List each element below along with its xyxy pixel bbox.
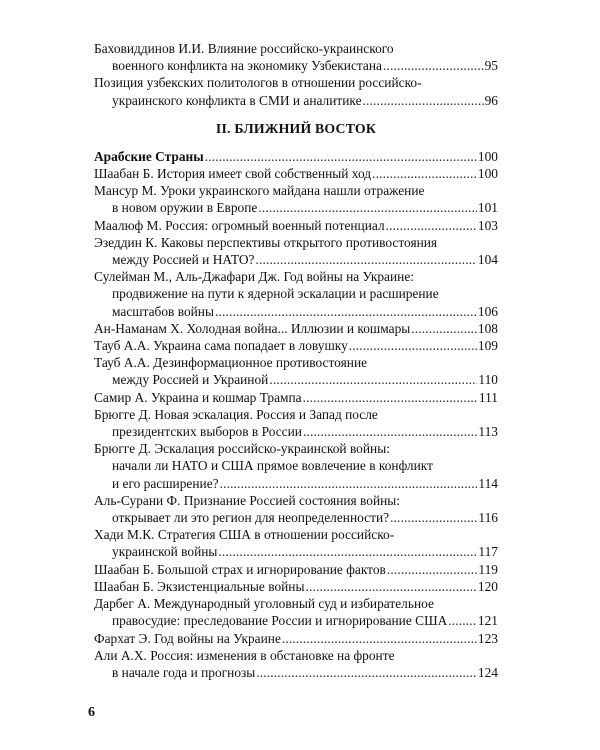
toc-entry-text: Хади М.К. Стратегия США в отношении российско- <box>94 527 395 543</box>
dot-leader <box>303 423 477 440</box>
toc-entry <box>94 165 498 182</box>
toc-entry <box>94 74 498 108</box>
toc-page-number: 123 <box>477 630 498 646</box>
toc-entry-line <box>94 647 498 664</box>
toc-entry-text: президентских выборов в России <box>112 424 302 440</box>
toc-entry-line <box>94 92 498 109</box>
toc-entry-text: военного конфликта на экономику Узбекистана <box>112 58 382 74</box>
toc-entry-text: открывает ли это регион для неопределенности? <box>112 510 390 526</box>
dot-leader <box>256 664 477 681</box>
toc-entry <box>94 647 498 681</box>
toc-entry-line <box>94 303 498 320</box>
toc-entry-text: Фархат Э. Год войны на Украине <box>94 630 281 646</box>
toc-page-number: 111 <box>478 389 498 405</box>
toc-entry <box>94 578 498 595</box>
toc-entry <box>94 320 498 337</box>
toc-list-top <box>94 40 498 109</box>
dot-leader <box>255 251 476 268</box>
toc-entry-line <box>94 526 498 543</box>
toc-entry-line <box>94 337 498 354</box>
toc-entry <box>94 217 498 234</box>
toc-entry-line <box>94 199 498 216</box>
toc-entry-text: начали ли НАТО и США прямое вовлечение в конфликт <box>112 458 433 474</box>
toc-entry <box>94 595 498 629</box>
dot-leader <box>411 320 477 337</box>
toc-entry-line <box>94 561 498 578</box>
toc-entry-line <box>94 664 498 681</box>
toc-page-number: 106 <box>477 303 498 319</box>
toc-entry <box>94 389 498 406</box>
toc-entry-line <box>94 630 498 647</box>
toc-entry-text: Ан-Наманам Х. Холодная война... Иллюзии и кошмары <box>94 320 411 336</box>
toc-entry-text: Дарбег А. Международный уголовный суд и избирательное <box>94 596 434 612</box>
toc-entry-text: между Россией и Украиной <box>112 372 269 388</box>
dot-leader <box>387 561 478 578</box>
dot-leader <box>349 337 477 354</box>
dot-leader <box>390 509 477 526</box>
toc-entry-line <box>94 406 498 423</box>
toc-entry-text: в начале года и прогнозы <box>112 664 256 680</box>
toc-entry-text: Али А.Х. Россия: изменения в обстановке на фронте <box>94 647 395 663</box>
toc-entry-line <box>94 217 498 234</box>
toc-entry-line <box>94 578 498 595</box>
toc-entry-text: Эзеддин К. Каковы перспективы открытого противостояния <box>94 234 438 250</box>
toc-entry-text: Позиция узбекских политологов в отношении российско- <box>94 75 422 91</box>
toc-entry-text: Шаабан Б. История имеет свой собственный ход <box>94 166 372 182</box>
toc-page-number: 103 <box>477 217 498 233</box>
toc-entry-line <box>94 74 498 91</box>
toc-entry-line <box>94 457 498 474</box>
toc-entry <box>94 337 498 354</box>
toc-entry-line <box>94 543 498 560</box>
dot-leader <box>282 630 477 647</box>
dot-leader <box>363 92 484 109</box>
toc-entry-text: правосудие: преследование России и игнорирование США <box>112 613 448 629</box>
toc-entry-line <box>94 148 498 165</box>
toc-entry-line <box>94 320 498 337</box>
toc-page-number: 113 <box>478 424 498 440</box>
toc-entry-line <box>94 268 498 285</box>
dot-leader <box>220 475 478 492</box>
toc-page-number: 108 <box>477 320 498 336</box>
toc-entry-text: в новом оружии в Европе <box>112 200 258 216</box>
toc-entry-line <box>94 492 498 509</box>
toc-entry-text: Шаабан Б. Большой страх и игнорирование фактов <box>94 561 386 577</box>
toc-entry <box>94 406 498 440</box>
toc-page-number: 119 <box>478 561 498 577</box>
dot-leader <box>218 543 477 560</box>
toc-entry-text: Маалюф М. Россия: огромный военный потенциал <box>94 217 385 233</box>
toc-entry <box>94 526 498 560</box>
table-of-contents-page <box>94 40 498 681</box>
toc-page-number: 114 <box>478 475 498 491</box>
toc-entry-text: и его расширение? <box>112 475 219 491</box>
toc-entry-line <box>94 354 498 371</box>
dot-leader <box>205 148 477 165</box>
toc-page-number: 104 <box>477 252 498 268</box>
toc-page-number: 101 <box>477 200 498 216</box>
toc-page-number: 95 <box>484 58 498 74</box>
toc-entry-line <box>94 165 498 182</box>
toc-page-number: 121 <box>477 613 498 629</box>
dot-leader <box>215 303 477 320</box>
toc-entry-text: Шаабан Б. Экзистенциальные войны <box>94 578 305 594</box>
dot-leader <box>372 165 477 182</box>
toc-entry-text: Тауб А.А. Дезинформационное противостояние <box>94 355 368 371</box>
dot-leader <box>448 612 477 629</box>
toc-entry <box>94 440 498 492</box>
toc-entry-line <box>94 371 498 388</box>
page-number: 6 <box>88 705 95 720</box>
toc-page-number: 100 <box>477 166 498 182</box>
toc-entry <box>94 148 498 165</box>
toc-entry <box>94 40 498 74</box>
dot-leader <box>303 389 478 406</box>
dot-leader <box>305 578 476 595</box>
toc-page-number: 100 <box>477 148 498 164</box>
toc-entry-line <box>94 440 498 457</box>
dot-leader <box>269 371 477 388</box>
toc-entry <box>94 268 498 320</box>
toc-list-section <box>94 148 498 681</box>
toc-entry-line <box>94 251 498 268</box>
toc-entry-line <box>94 57 498 74</box>
toc-page-number: 117 <box>478 544 498 560</box>
section-title: II. БЛИЖНИЙ ВОСТОК <box>215 120 377 136</box>
dot-leader <box>258 199 477 216</box>
toc-entry-line <box>94 182 498 199</box>
dot-leader <box>383 57 484 74</box>
toc-page-number: 120 <box>477 578 498 594</box>
toc-entry-line <box>94 612 498 629</box>
toc-entry-text: Аль-Сурани Ф. Признание Россией состояния войны: <box>94 492 401 508</box>
toc-entry-line <box>94 423 498 440</box>
toc-entry <box>94 561 498 578</box>
toc-entry-text: Самир А. Украина и кошмар Трампа <box>94 389 302 405</box>
toc-entry-line <box>94 285 498 302</box>
toc-entry-text: продвижение на пути к ядерной эскалации и расширение <box>112 286 439 302</box>
toc-entry-line <box>94 234 498 251</box>
toc-entry-line <box>94 595 498 612</box>
toc-page-number: 124 <box>477 664 498 680</box>
toc-entry-line <box>94 389 498 406</box>
toc-entry-text: Мансур М. Уроки украинского майдана нашли отражение <box>94 183 425 199</box>
toc-entry-text: Брюгге Д. Эскалация российско-украинской войны: <box>94 441 390 457</box>
toc-entry-text: масштабов войны <box>112 303 214 319</box>
toc-page-number: 109 <box>477 338 498 354</box>
toc-entry-text: украинского конфликта в СМИ и аналитике <box>112 92 362 108</box>
toc-entry-line <box>94 40 498 57</box>
toc-entry-text: Арабские Страны <box>94 148 204 164</box>
toc-entry <box>94 354 498 388</box>
toc-entry-line <box>94 475 498 492</box>
toc-entry <box>94 234 498 268</box>
toc-entry <box>94 630 498 647</box>
toc-entry-line <box>94 509 498 526</box>
toc-entry-text: Баховиддинов И.И. Влияние российско-украинского <box>94 41 394 56</box>
toc-entry-text: Тауб А.А. Украина сама попадает в ловушку <box>94 338 348 354</box>
dot-leader <box>386 217 477 234</box>
toc-entry-text: между Россией и НАТО? <box>112 252 255 268</box>
toc-entry <box>94 492 498 526</box>
toc-page-number: 116 <box>478 510 498 526</box>
toc-page-number: 110 <box>478 372 498 388</box>
toc-entry-text: Сулейман М., Аль-Джафари Дж. Год войны на Украине: <box>94 269 414 285</box>
toc-entry-text: украинской войны <box>112 544 218 560</box>
toc-page-number: 96 <box>484 92 498 108</box>
toc-entry <box>94 182 498 216</box>
toc-entry-text: Брюгге Д. Новая эскалация. Россия и Запад после <box>94 406 378 422</box>
